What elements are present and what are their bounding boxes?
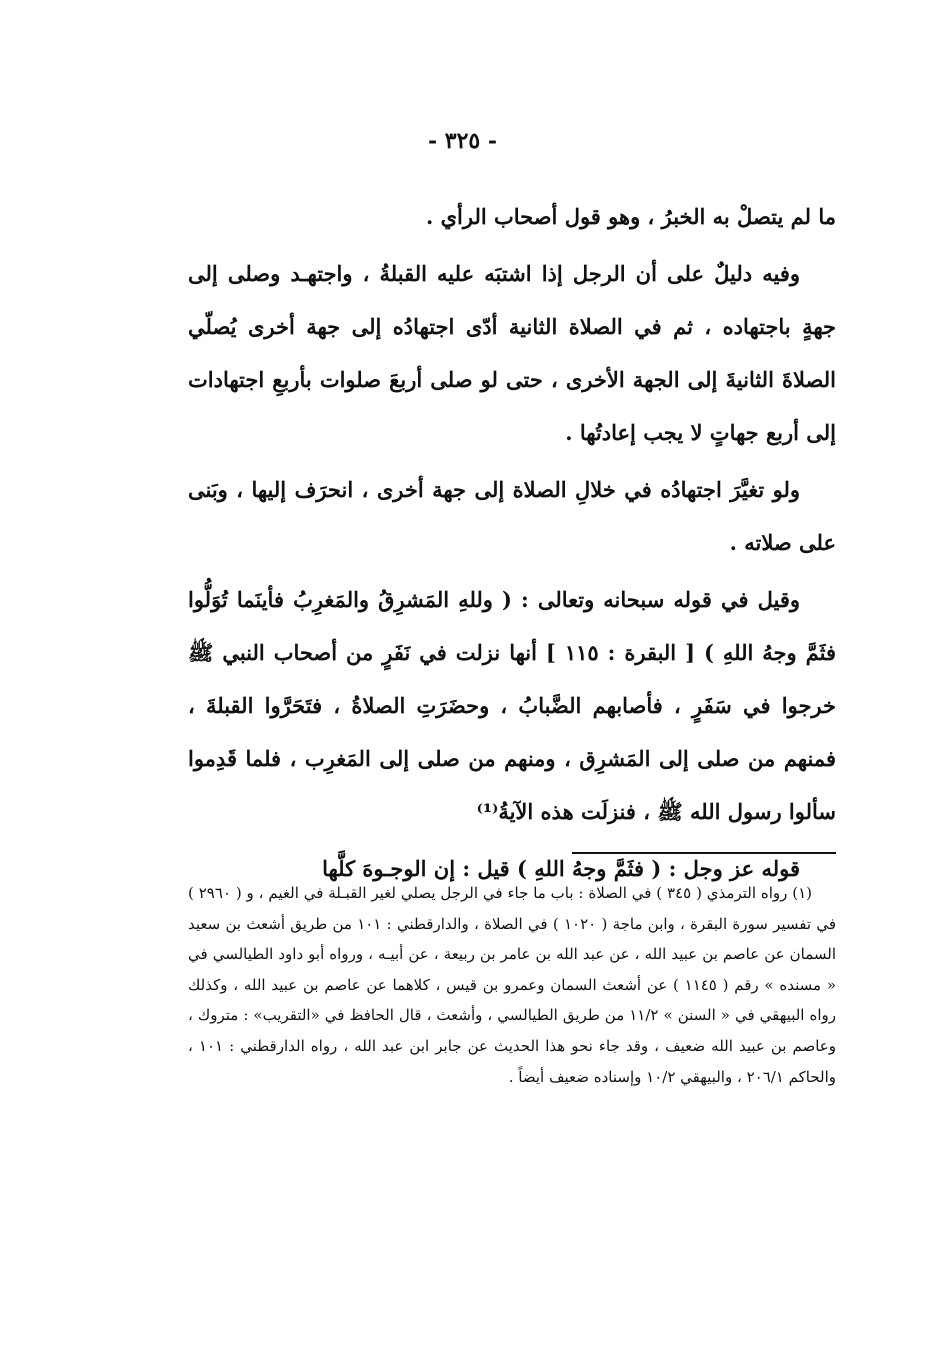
paragraph: ولو تغيَّرَ اجتهادُه في خلالِ الصلاة إلى جهة أخرى ، انحرَف إليها ، وبَنى على صلاته . (188, 477, 836, 555)
paragraph: وقيل في قوله سبحانه وتعالى : ( وللهِ المَشرِقُ والمَغرِبُ فأينَما تُوَلُّوا فثَمَّ وجهُ اللهِ ) [ البقرة : ١١٥ ] أنها نزلت في نَفَرٍ من أصحاب النبي ﷺ خرجوا في سَفَرٍ ، فأصابهم الضَّبابُ ، وحضَرَتِ الصلاةُ ، فتَحَرَّوا القبلةَ ، فمنهم من صلى إلى المَشرِق ، ومنهم من صلى إلى المَغرِب ، فلما قَدِموا سألوا رسول الله ﷺ ، فنزلَت هذه الآيةُ⁽¹⁾ (188, 587, 836, 824)
paragraph: وفيه دليلٌ على أن الرجل إذا اشتبَه عليه القبلةُ ، واجتهـد وصلى إلى جهةٍ باجتهاده ، ثم في الصلاة الثانية أدّى اجتهادُه إلى جهة أخرى يُصلّي الصلاةَ الثانيةَ إلى الجهة الأخرى ، حتى لو صلى أربعَ صلوات بأربعِ اجتهادات إلى أربع جهاتٍ لا يجب إعادتُها . (188, 261, 836, 445)
paragraph: قوله عز وجل : ( فثَمَّ وجهُ اللهِ ) قيل : إن الوجـوهَ كلَّها (322, 856, 800, 881)
page-number: - ٣٢٥ - (427, 128, 498, 154)
main-text-body (188, 190, 836, 895)
footnote: (١) رواه الترمذي ( ٣٤٥ ) في الصلاة : باب ما جاء في الرجل يصلي لغير القبـلة في الغيم ، و ( ٢٩٦٠ ) في تفسير سورة البقرة ، وابن ماجة ( ١٠٢٠ ) في الصلاة ، والدارقطني : ١٠١ من طريق أشعث بن سعيد السمان عن عاصم بن عبيد الله ، عن عبد الله بن عامر بن ربيعة ، عن أبيـه ، ورواه أبو داود الطيالسي في « مسنده » رقم ( ١١٤٥ ) عن أشعث السمان وعمرو بن قيس ، كلاهما عن عاصم بن عبيد الله ، وكذلك رواه البيهقي في « السنن » ١١/٢ من طريق الطيالسي ، وأشعث ، قال الحافظ في «التقريب» : متروك ، وعاصم بن عبيد الله ضعيف ، وقد جاء نحو هذا الحديث عن جابر ابن عبد الله ، رواه الدارقطني : ١٠١ ، والحاكم ٢٠٦/١ ، والبيهقي ١٠/٢ وإسناده ضعيف أيضاً . (188, 884, 837, 1086)
footnote-divider (572, 852, 836, 854)
paragraph: ما لم يتصلْ به الخبرُ ، وهو قول أصحاب الرأي . (425, 204, 836, 229)
footnotes-section (188, 878, 836, 1092)
